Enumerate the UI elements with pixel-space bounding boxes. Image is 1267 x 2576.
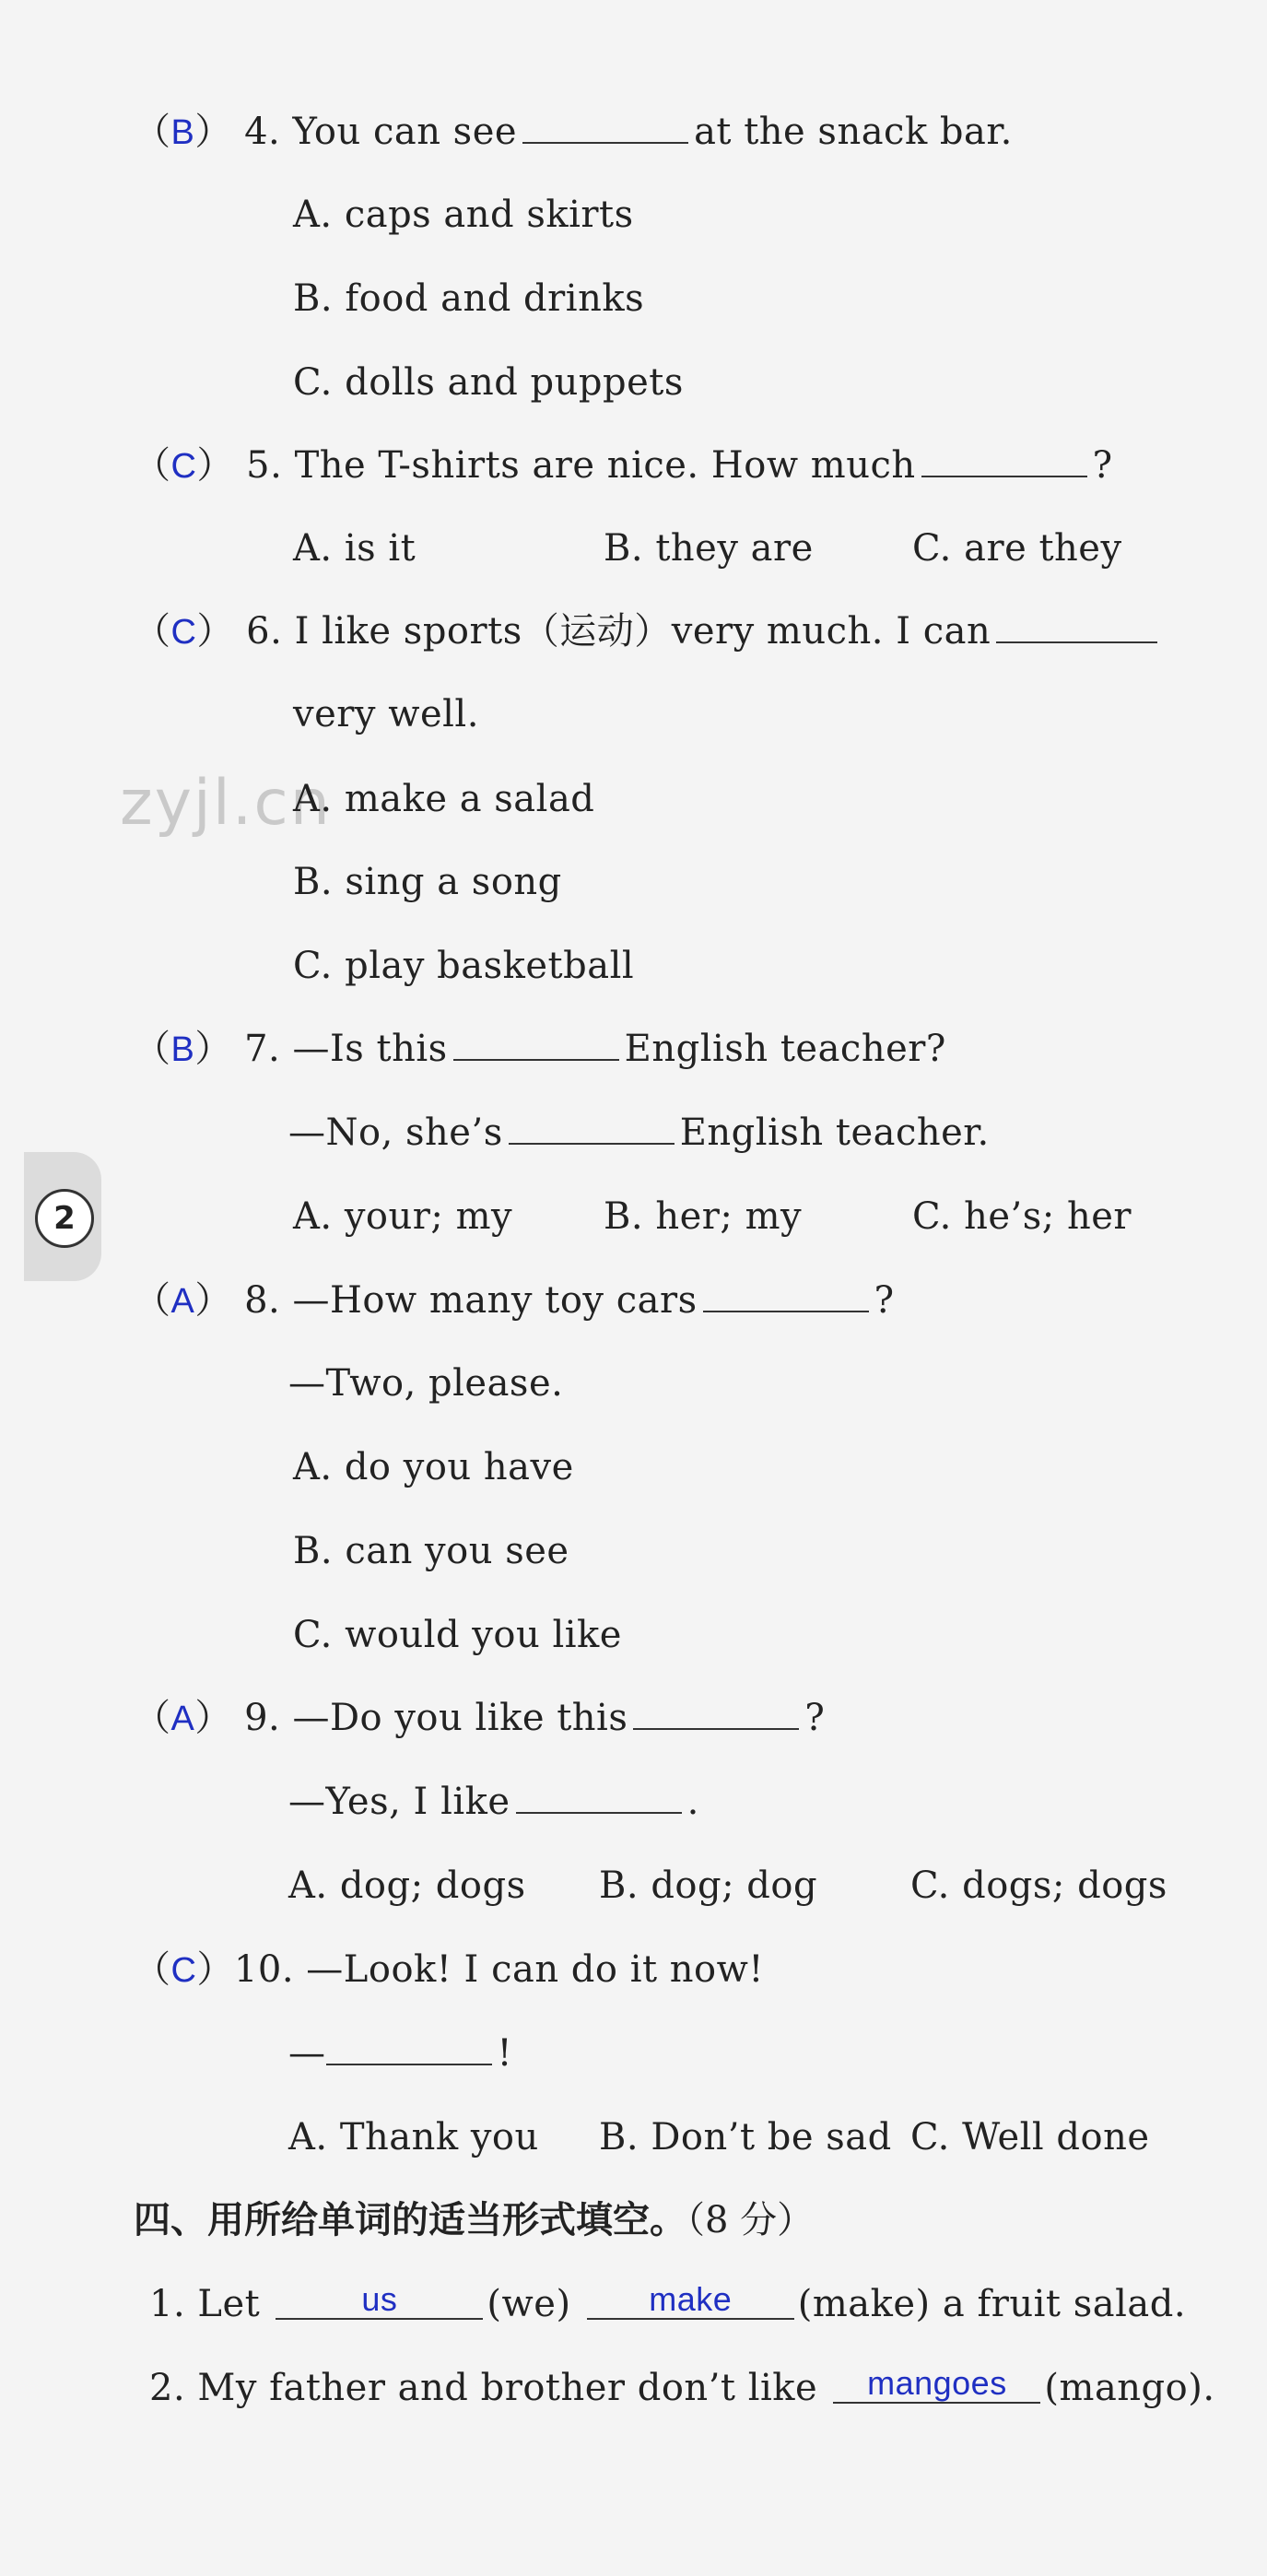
option-a: A. is it [293, 527, 416, 570]
dialogue-reply: —Two, please. [288, 1362, 564, 1405]
word-hint: (we) [487, 2283, 571, 2325]
option-b: B. food and drinks [293, 277, 645, 320]
answer-blank [509, 1110, 675, 1145]
question-stem: You can see [292, 111, 518, 153]
option-c: C. dogs; dogs [910, 1864, 1167, 1907]
answer-blank [453, 1026, 619, 1061]
option-a: A. do you have [293, 1446, 574, 1488]
reply-text-end: English teacher. [679, 1112, 990, 1154]
question-9: （A） 9. —Do you like this ? [134, 1697, 826, 1739]
question-4: （B） 4. You can see at the snack bar. [134, 111, 1013, 153]
option-b: B. Don’t be sad [599, 2116, 892, 2158]
answer-8: A [170, 1282, 195, 1321]
answer-5: C [170, 447, 197, 486]
option-a: A. your; my [293, 1195, 513, 1238]
fill-answer: make [587, 2281, 794, 2320]
reply-text-end: ! [497, 2032, 513, 2075]
question-stem: I like sports（运动）very much. I can [294, 610, 991, 653]
reply-text: —No, she’s [288, 1112, 503, 1154]
option-c: C. he’s; her [912, 1195, 1132, 1238]
option-c: C. Well done [910, 2116, 1150, 2158]
question-stem: —How many toy cars [292, 1279, 698, 1322]
answer-9: A [170, 1700, 195, 1738]
option-a: A. caps and skirts [293, 194, 634, 236]
fill-answer: mangoes [833, 2365, 1040, 2404]
option-b: B. dog; dog [599, 1864, 818, 1907]
item-text: My father and brother don’t like [197, 2367, 818, 2409]
section-4-title [134, 2197, 814, 2243]
reply-text: —Yes, I like [288, 1781, 510, 1823]
option-b: B. they are [604, 527, 814, 570]
section-points: （8 分） [686, 2199, 815, 2241]
answer-blank [703, 1277, 869, 1312]
dialogue-reply [288, 1779, 699, 1825]
question-stem-end: English teacher? [624, 1028, 946, 1070]
question-number: 10. [233, 1948, 295, 1991]
answer-blank [996, 608, 1157, 643]
word-hint: (make) a fruit salad. [797, 2283, 1187, 2325]
fill-answer: us [276, 2281, 483, 2320]
reply-text-end: . [686, 1781, 699, 1823]
question-number: 6. [246, 610, 283, 653]
question-stem-end: ? [1092, 444, 1113, 487]
option-a: A. dog; dogs [288, 1864, 526, 1907]
answer-blank [633, 1695, 799, 1730]
item-number: 2. [149, 2367, 186, 2409]
question-stem: —Do you like this [292, 1697, 628, 1739]
answer-blank [522, 109, 688, 144]
reply-text: — [288, 2032, 326, 2075]
option-b: B. her; my [604, 1195, 803, 1238]
question-stem-end: ? [874, 1279, 895, 1322]
question-5: （C） 5. The T-shirts are nice. How much ? [134, 444, 1113, 487]
question-stem: —Look! I can do it now! [306, 1948, 764, 1991]
answer-10: C [170, 1951, 197, 1990]
answer-blank [921, 442, 1087, 477]
option-a: A. make a salad [293, 778, 595, 820]
word-hint: (mango). [1044, 2367, 1215, 2409]
option-c: C. dolls and puppets [293, 361, 684, 404]
item-text: Let [197, 2283, 261, 2325]
option-a: A. Thank you [288, 2116, 539, 2158]
question-stem-end: at the snack bar. [694, 111, 1013, 153]
question-number: 8. [244, 1279, 281, 1322]
section-title-text: 四、用所给单词的适当形式填空。 [134, 2199, 686, 2241]
question-8: （A） 8. —How many toy cars ? [134, 1279, 895, 1322]
question-number: 9. [244, 1697, 281, 1739]
fill-item-1 [149, 2281, 1186, 2327]
dialogue-reply [288, 1110, 990, 1156]
question-number: 4. [244, 111, 281, 153]
dialogue-reply [288, 2030, 512, 2076]
question-number: 7. [244, 1028, 281, 1070]
answer-blank [326, 2030, 492, 2065]
question-stem: —Is this [292, 1028, 448, 1070]
answer-4: B [170, 113, 195, 152]
question-stem-end: ? [804, 1697, 826, 1739]
question-stem-continued: very well. [293, 693, 479, 735]
question-10: （C）10. —Look! I can do it now! [134, 1948, 764, 1991]
question-number: 5. [246, 444, 283, 487]
answer-blank [516, 1779, 682, 1814]
fill-item-2 [149, 2365, 1215, 2411]
watermark: zyjl.cn [120, 767, 332, 840]
option-c: C. would you like [293, 1614, 622, 1656]
page-number-badge: 2 [35, 1189, 94, 1248]
question-7: （B） 7. —Is this English teacher? [134, 1028, 946, 1070]
question-stem: The T-shirts are nice. How much [294, 444, 916, 487]
option-c: C. are they [912, 527, 1122, 570]
item-number: 1. [149, 2283, 186, 2325]
option-b: B. can you see [293, 1530, 569, 1572]
option-b: B. sing a song [293, 861, 562, 903]
question-6: （C） 6. I like sports（运动）very much. I can [134, 608, 1163, 655]
answer-6: C [170, 613, 197, 652]
option-c: C. play basketball [293, 945, 635, 987]
answer-7: B [170, 1030, 195, 1069]
